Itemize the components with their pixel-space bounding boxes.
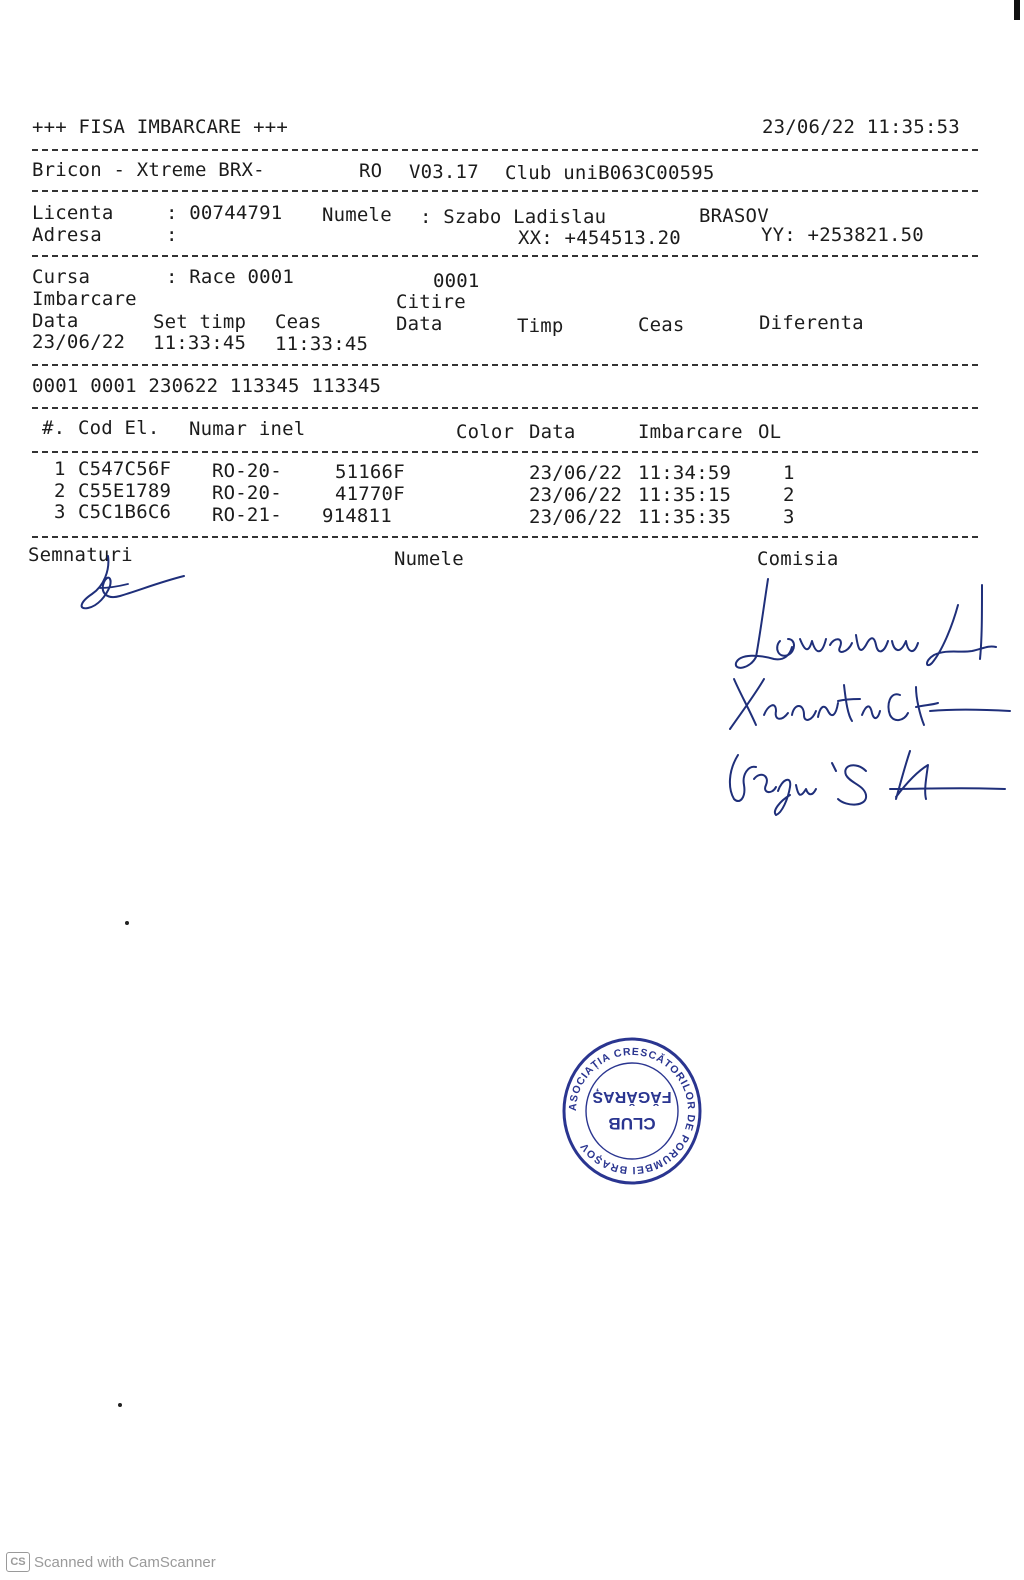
race-code: 0001 xyxy=(433,270,480,292)
row-inel: 51166F xyxy=(335,461,405,483)
set-timp-value: 11:33:45 xyxy=(153,332,247,354)
timp-label: Timp xyxy=(517,315,564,337)
numele-label: Numele xyxy=(322,204,392,226)
stamp-city-text: FĂGĂRAȘ xyxy=(592,1088,672,1105)
imbarcare-label: Imbarcare xyxy=(32,288,137,310)
row-ol: 2 xyxy=(783,484,795,506)
citire-label: Citire xyxy=(396,291,466,313)
col-cod: Cod El. xyxy=(78,417,160,439)
row-prefix: RO-21- xyxy=(212,504,282,526)
row-data: 23/06/22 xyxy=(529,484,623,506)
row-prefix: RO-20- xyxy=(212,482,282,504)
divider xyxy=(32,536,978,538)
col-ol: OL xyxy=(758,421,782,443)
licenta-label: Licenta xyxy=(32,202,114,224)
commission-signatures xyxy=(720,575,1015,820)
coordinate-yy: YY: +253821.50 xyxy=(761,224,924,246)
row-data: 23/06/22 xyxy=(529,506,623,528)
divider xyxy=(32,407,978,409)
semnaturi-label: Semnaturi xyxy=(28,544,133,566)
ceas-label: Ceas xyxy=(275,311,322,333)
camscanner-footer xyxy=(6,1552,216,1572)
row-imbarcare: 11:35:15 xyxy=(638,484,732,506)
row-cod: C547C56F xyxy=(78,458,172,480)
data-value: 23/06/22 xyxy=(32,331,126,353)
row-prefix: RO-20- xyxy=(212,460,282,482)
summary-line: 0001 0001 230622 113345 113345 xyxy=(32,375,382,397)
scan-speck xyxy=(118,1403,122,1407)
adresa-label: Adresa xyxy=(32,224,102,246)
divider xyxy=(32,149,978,151)
comisia-label: Comisia xyxy=(757,548,839,570)
city: BRASOV xyxy=(699,205,769,227)
stamp-outer-text: ASOCIAȚIA CRESCĂTORILOR DE PORUMBEI BRAȘOV xyxy=(566,1045,698,1177)
row-data: 23/06/22 xyxy=(529,462,623,484)
col-color: Color xyxy=(456,421,515,443)
ceas-value: 11:33:45 xyxy=(275,333,369,355)
scan-speck xyxy=(125,921,129,925)
numele-signature-label: Numele xyxy=(394,548,464,570)
divider xyxy=(32,364,978,366)
licenta-value: : 00744791 xyxy=(166,202,283,224)
col-imbarcare: Imbarcare xyxy=(638,421,743,443)
row-nr: 3 xyxy=(54,501,66,523)
divider xyxy=(32,255,978,257)
cursa-label: Cursa xyxy=(32,266,91,288)
col-inel: Numar inel xyxy=(189,418,306,440)
stamp-club-text: CLUB xyxy=(608,1114,656,1133)
camscanner-text: Scanned with CamScanner xyxy=(34,1553,216,1571)
row-cod: C55E1789 xyxy=(78,480,172,502)
row-cod: C5C1B6C6 xyxy=(78,501,172,523)
club-stamp xyxy=(558,1034,706,1188)
coordinate-xx: XX: +454513.20 xyxy=(518,227,681,249)
fancier-signature xyxy=(70,552,200,622)
col-data: Data xyxy=(529,421,576,443)
row-inel: 41770F xyxy=(335,483,405,505)
scan-edge-mark xyxy=(1014,0,1020,20)
citire-data-label: Data xyxy=(396,313,443,335)
row-inel: 914811 xyxy=(322,505,392,527)
club-id: Club uniB063C00595 xyxy=(505,162,715,184)
row-ol: 3 xyxy=(783,506,795,528)
adresa-value: : xyxy=(166,224,178,246)
cursa-value: : Race 0001 xyxy=(166,266,295,288)
device-name: Bricon - Xtreme BRX- xyxy=(32,159,265,181)
row-nr: 2 xyxy=(54,480,66,502)
print-datetime: 23/06/22 11:35:53 xyxy=(762,116,960,138)
set-timp-label: Set timp xyxy=(153,311,247,333)
col-nr: #. xyxy=(42,417,66,439)
row-nr: 1 xyxy=(54,458,66,480)
document-title: +++ FISA IMBARCARE +++ xyxy=(32,116,289,138)
data-label: Data xyxy=(32,310,79,332)
row-imbarcare: 11:35:35 xyxy=(638,506,732,528)
row-imbarcare: 11:34:59 xyxy=(638,462,732,484)
device-version: V03.17 xyxy=(409,161,479,183)
citire-ceas-label: Ceas xyxy=(638,314,685,336)
device-country: RO xyxy=(359,160,383,182)
divider xyxy=(32,190,978,192)
numele-value: : Szabo Ladislau xyxy=(420,206,607,228)
diferenta-label: Diferenta xyxy=(759,312,864,334)
row-ol: 1 xyxy=(783,462,795,484)
divider xyxy=(32,451,978,453)
camscanner-logo: CS xyxy=(6,1552,30,1572)
